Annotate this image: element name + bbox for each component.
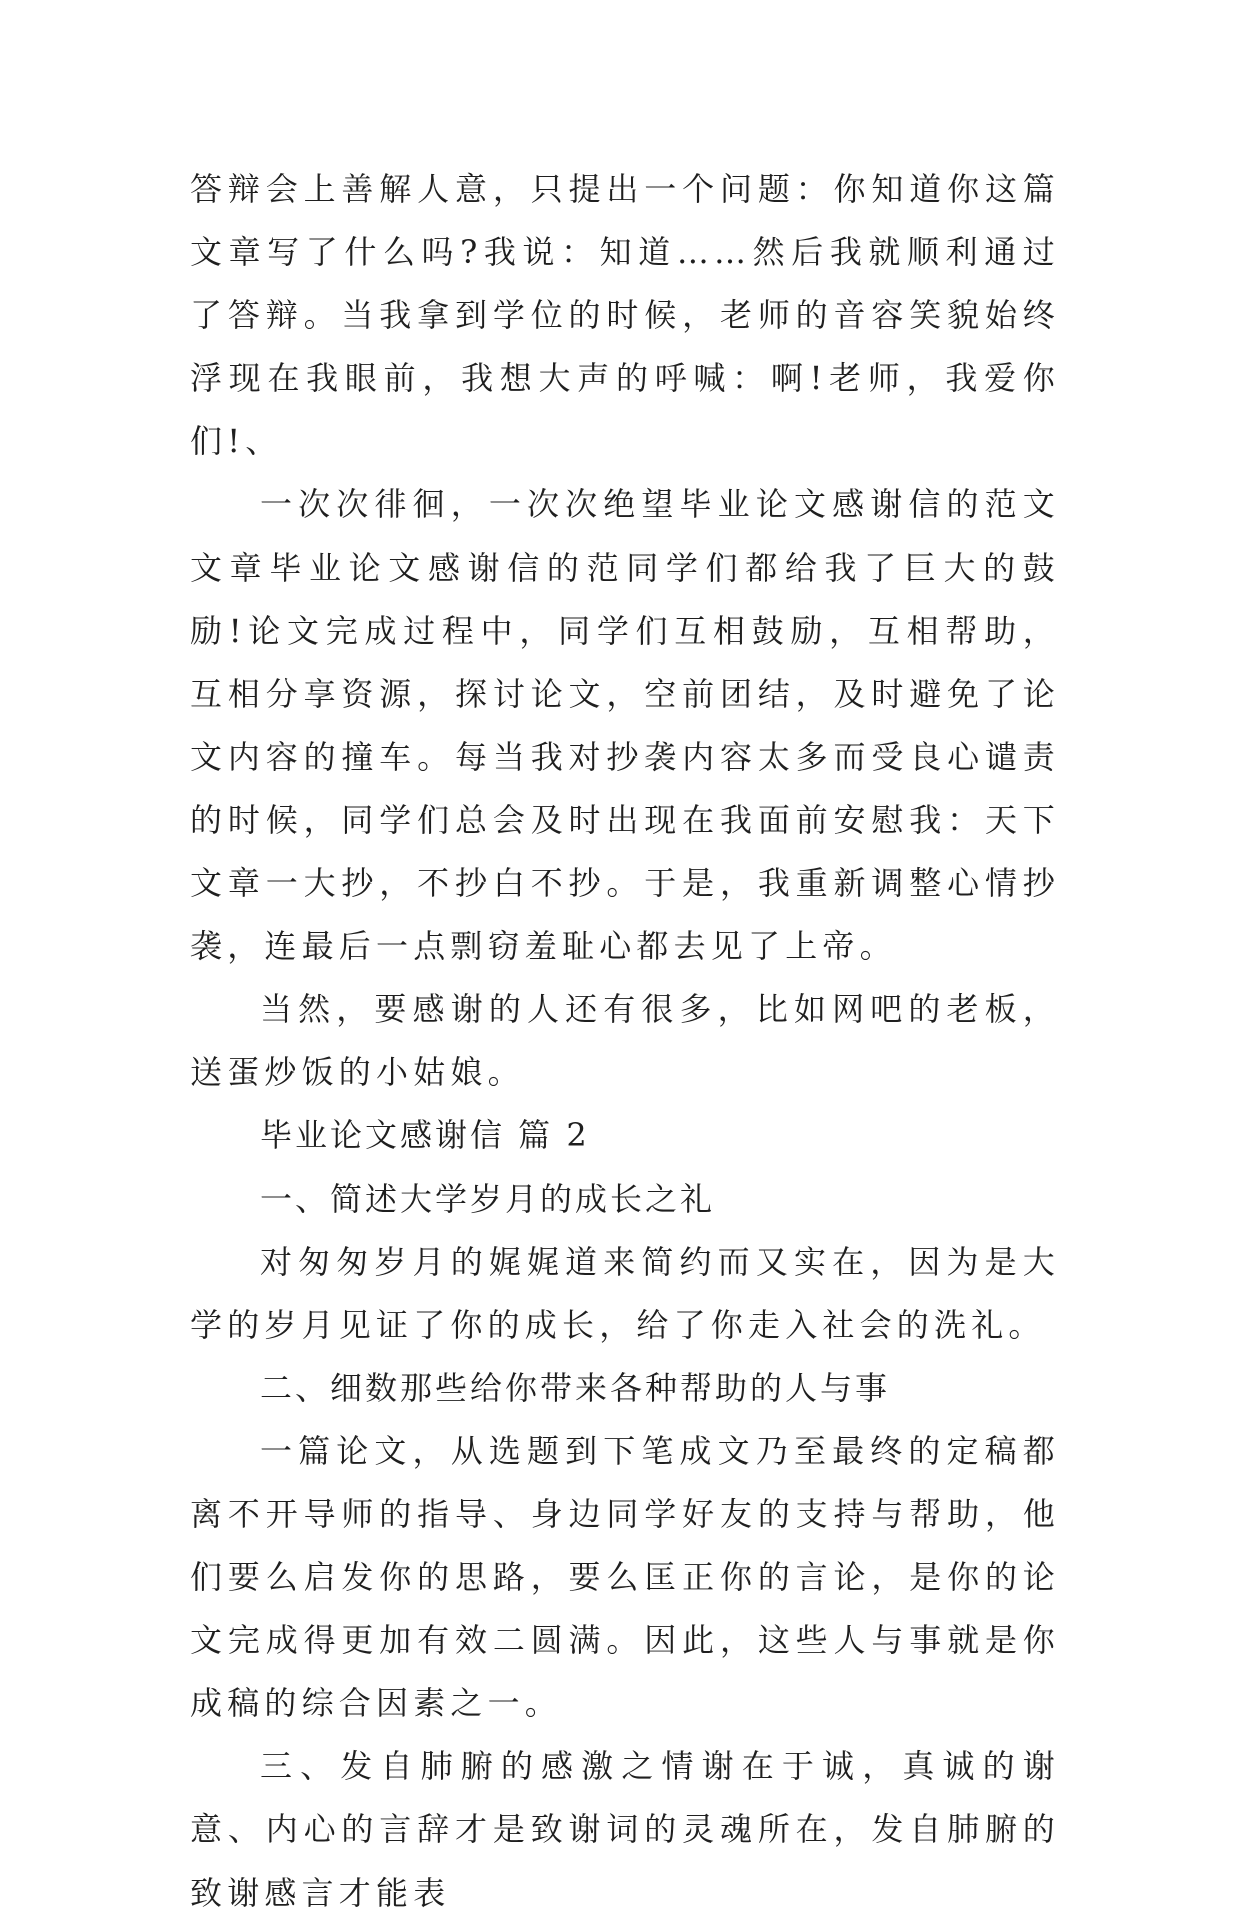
- section-title: 毕业论文感谢信 篇 2: [260, 1116, 590, 1155]
- paragraph: 一次次徘徊，一次次绝望毕业论文感谢信的范文文章毕业论文感谢信的范同学们都给我了巨大的鼓励!论文完成过程中，同学们互相鼓励，互相帮助，互相分享资源，探讨论文，空前团结，及时避免了论文内容的撞车。每当我对抄袭内容太多而受良心谴责的时候，同学们总会及时出现在我面前安慰我：天下文章一大抄，不抄白不抄。于是，我重新调整心情抄袭，连最后一点剽窃羞耻心都去见了上帝。: [190, 485, 1060, 966]
- section-heading: 二、细数那些给你带来各种帮助的人与事: [260, 1368, 891, 1407]
- paragraph: 三、发自肺腑的感激之情谢在于诚，真诚的谢意、内心的言辞才是致谢词的灵魂所在，发自肺腑的致谢感言才能表: [190, 1747, 1060, 1912]
- paragraph: 一篇论文，从选题到下笔成文乃至最终的定稿都离不开导师的指导、身边同学好友的支持与帮助，他们要么启发你的思路，要么匡正你的言论，是你的论文完成得更加有效二圆满。因此，这些人与事就是你成稿的综合因素之一。: [190, 1431, 1060, 1723]
- document-body: [190, 158, 1060, 1925]
- paragraph: 当然，要感谢的人还有很多，比如网吧的老板，送蛋炒饭的小姑娘。: [190, 990, 1060, 1092]
- section-heading: 一、简述大学岁月的成长之礼: [260, 1179, 716, 1218]
- paragraph-continued: 答辩会上善解人意，只提出一个问题：你知道你这篇文章写了什么吗?我说：知道……然后我就顺利通过了答辩。当我拿到学位的时候，老师的音容笑貌始终浮现在我眼前，我想大声的呼喊：啊!老师，我爱你们!、: [190, 170, 1060, 461]
- paragraph: 对匆匆岁月的娓娓道来简约而又实在，因为是大学的岁月见证了你的成长，给了你走入社会的洗礼。: [190, 1242, 1060, 1344]
